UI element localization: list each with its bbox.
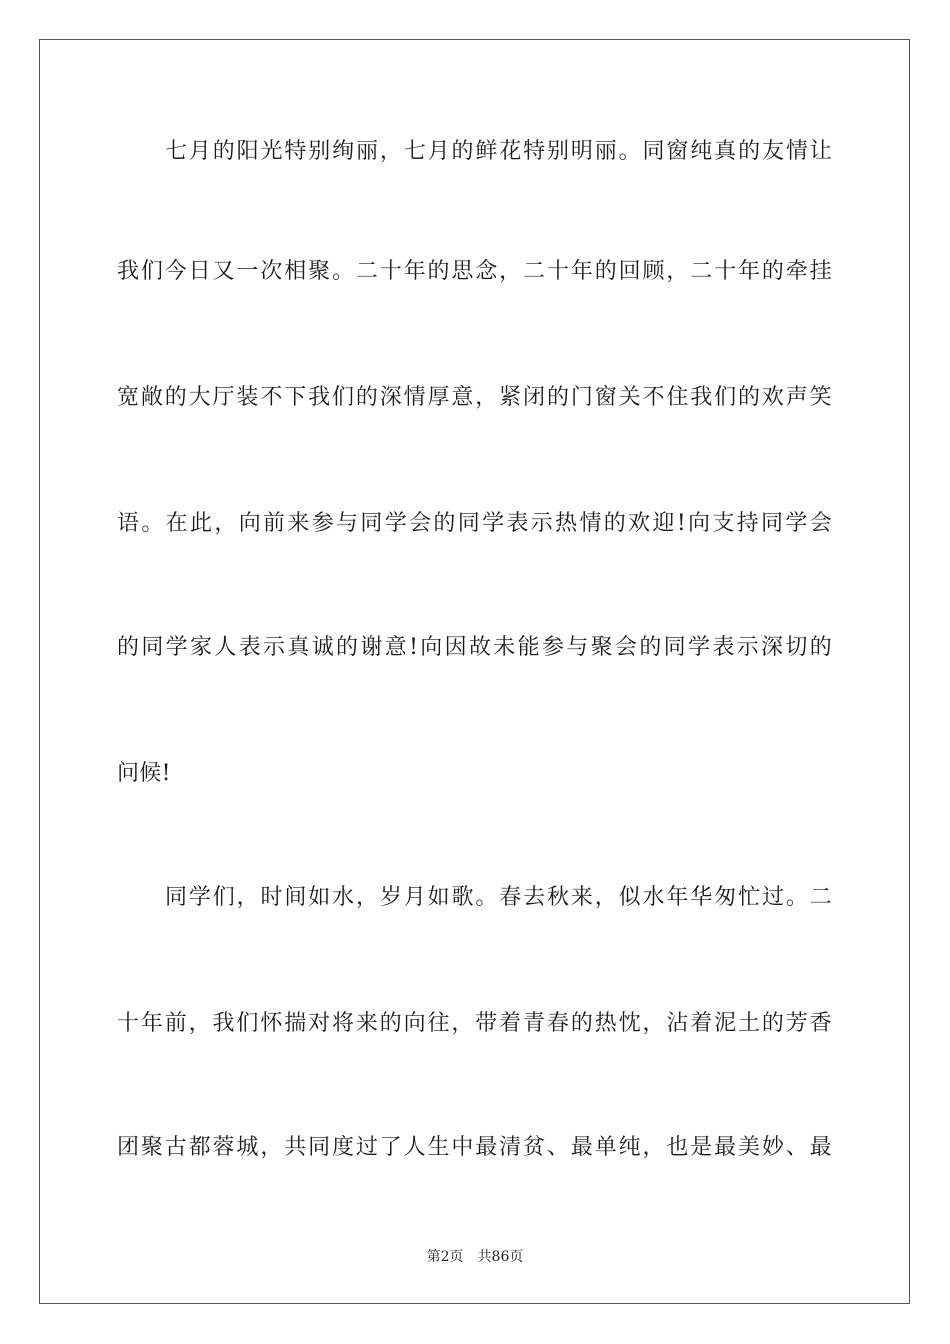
total-pages: 共86页 xyxy=(477,1249,524,1265)
page-footer xyxy=(0,1247,950,1267)
page-number: 第2页 xyxy=(426,1249,464,1265)
paragraph-1-line-4: 语。在此，向前来参与同学会的同学表示热情的欢迎!向支持同学会 xyxy=(117,511,832,536)
paragraph-2-line-2: 十年前，我们怀揣对将来的向往，带着青春的热忱，沾着泥土的芳香 xyxy=(117,1011,832,1036)
paragraph-1-line-6: 问候! xyxy=(117,761,171,786)
paragraph-1-line-2: 我们今日又一次相聚。二十年的思念，二十年的回顾，二十年的牵挂 xyxy=(117,259,832,284)
page-border xyxy=(39,39,910,1304)
paragraph-1-line-3: 宽敞的大厅装不下我们的深情厚意，紧闭的门窗关不住我们的欢声笑 xyxy=(117,385,832,410)
paragraph-2-line-3: 团聚古都蓉城，共同度过了人生中最清贫、最单纯，也是最美妙、最 xyxy=(117,1135,832,1160)
paragraph-1-line-5: 的同学家人表示真诚的谢意!向因故未能参与聚会的同学表示深切的 xyxy=(117,635,832,660)
paragraph-2-line-1: 同学们，时间如水，岁月如歌。春去秋来，似水年华匆忙过。二 xyxy=(165,885,832,910)
paragraph-1-line-1: 七月的阳光特别绚丽，七月的鲜花特别明丽。同窗纯真的友情让 xyxy=(165,139,832,164)
